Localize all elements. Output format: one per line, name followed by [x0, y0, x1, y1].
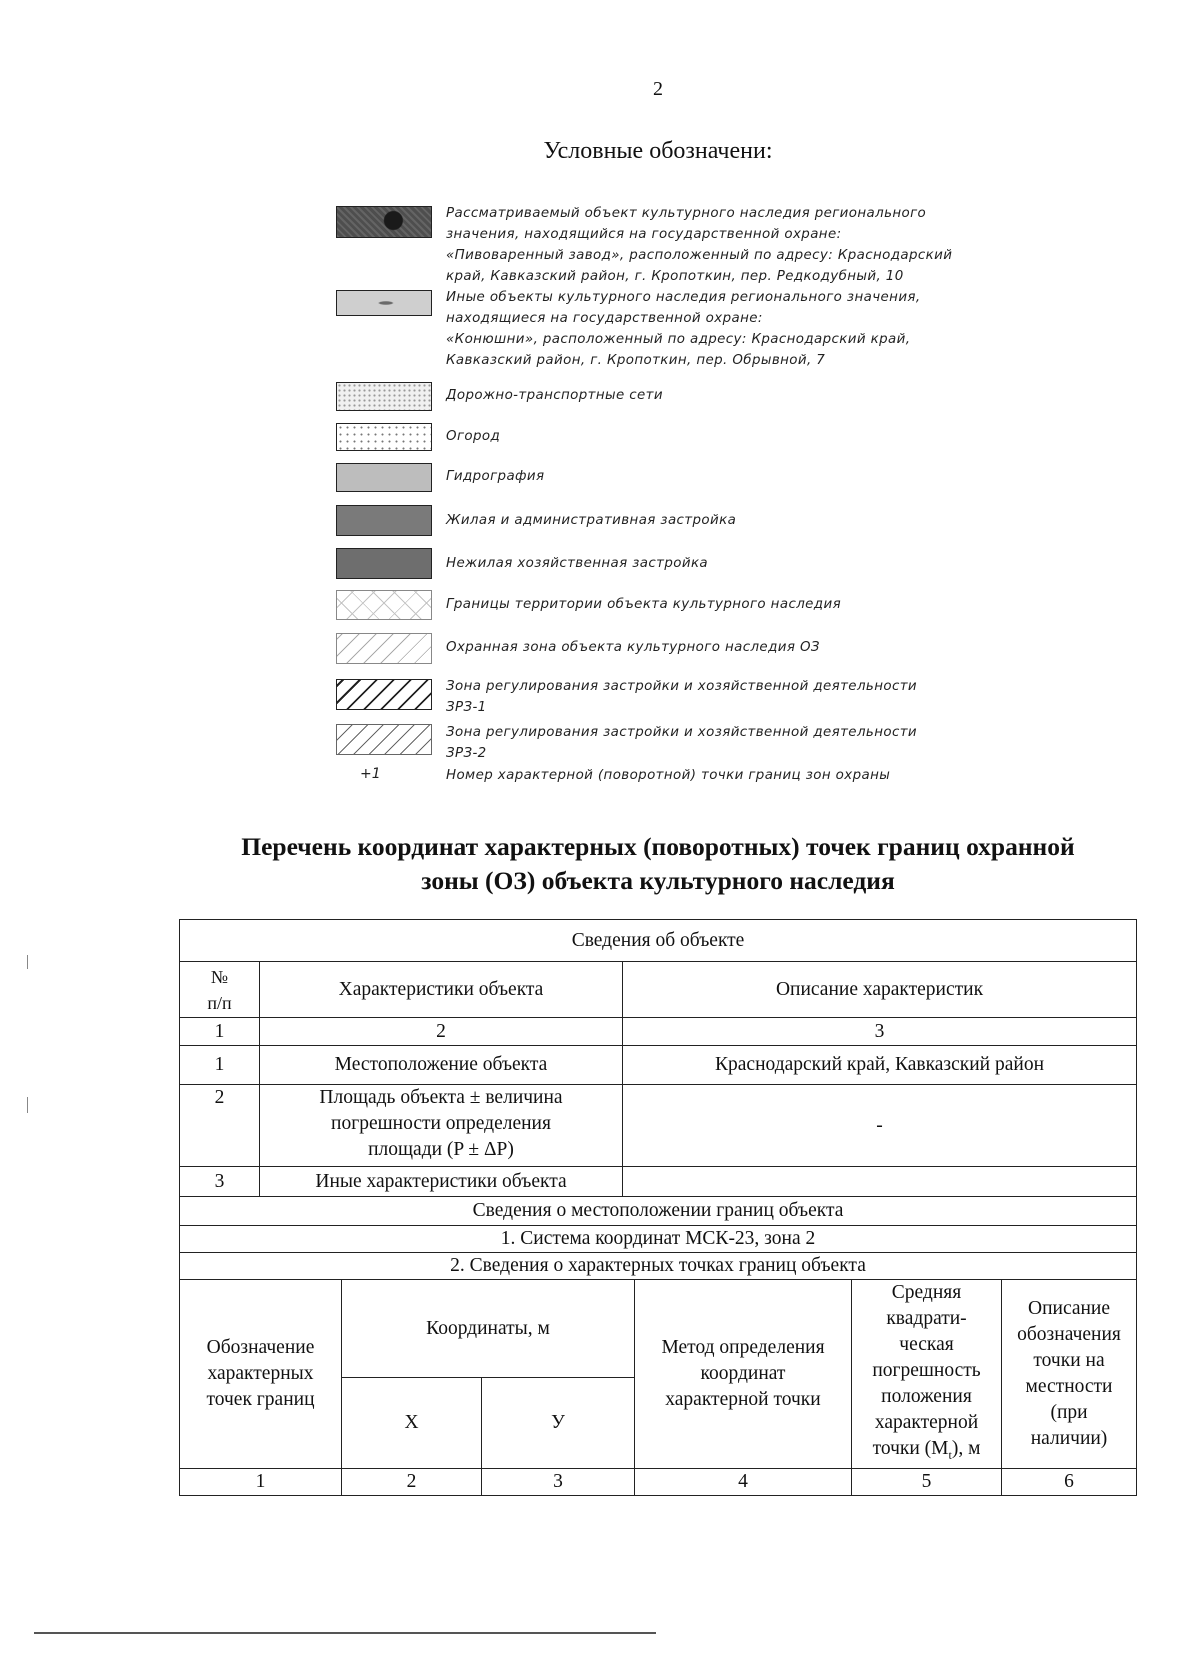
- considered-heritage-object-swatch: [336, 206, 432, 238]
- col-number-3: 3: [623, 1018, 1137, 1046]
- header-y: У: [482, 1378, 635, 1468]
- legend-title: Условные обозначени:: [543, 138, 773, 164]
- row-description: -: [623, 1085, 1137, 1167]
- legend-item-zrz1: Зона регулирования застройки и хозяйственной деятельности ЗРЗ-1: [446, 679, 918, 715]
- row-description: Краснодарский край, Кавказский район: [623, 1046, 1137, 1085]
- section-heading: [0, 830, 1200, 898]
- legend-item-garden: Огород: [446, 429, 501, 444]
- hydrography-swatch: [336, 463, 432, 492]
- legend-item-hydrography: Гидрография: [446, 469, 545, 484]
- road-networks-swatch: [336, 382, 432, 411]
- points-col-number-4: 4: [635, 1468, 852, 1495]
- row-number: 3: [180, 1167, 260, 1197]
- legend-item-point-number: Номер характерной (поворотной) точки границ зон охраны: [446, 768, 891, 783]
- non-residential-buildings-swatch: [336, 548, 432, 579]
- garden-swatch: [336, 423, 432, 451]
- residential-buildings-swatch: [336, 505, 432, 536]
- points-col-number-3: 3: [482, 1468, 635, 1495]
- section-heading-line-2: зоны (ОЗ) объекта культурного наследия: [421, 866, 895, 895]
- legend-item-protection-zone: Охранная зона объекта культурного наследия ОЗ: [446, 640, 820, 655]
- points-col-number-1: 1: [180, 1468, 342, 1495]
- header-point-designation: Обозначение характерных точек границ: [180, 1280, 342, 1469]
- protection-zone-swatch: [336, 633, 432, 664]
- legend-item-residential: Жилая и административная застройка: [446, 513, 737, 528]
- scan-mark: [27, 955, 28, 969]
- legend-item-considered-object: Рассматриваемый объект культурного наследия регионального значения, находящийся на государственной охране: «Пивоваренный завод», расположенный по адресу: Краснодарский край, Кавказский район, г. Кропоткин, пер. Редкодубный, 10: [446, 206, 953, 284]
- footer-divider: [34, 1632, 656, 1634]
- legend-item-territory-boundary: Границы территории объекта культурного наследия: [446, 597, 842, 612]
- legend-item-roads: Дорожно-транспортные сети: [446, 388, 663, 403]
- object-info-table: [179, 919, 1137, 1496]
- zrz1-zone-swatch: [336, 679, 432, 710]
- page-number: 2: [653, 78, 663, 100]
- object-info-title: Сведения об объекте: [180, 920, 1137, 962]
- header-mean-square-error: Средняя квадрати- ческая погрешность положения характерной точки $(M_t)$, м: [852, 1280, 1002, 1469]
- col-number-2: 2: [260, 1018, 623, 1046]
- row-number: 1: [180, 1046, 260, 1085]
- points-col-number-5: 5: [852, 1468, 1002, 1495]
- table-row: [180, 1085, 1137, 1167]
- legend-item-zrz2: Зона регулирования застройки и хозяйственной деятельности ЗРЗ-2: [446, 725, 918, 761]
- table-row: [180, 1046, 1137, 1085]
- col-header-description: Описание характеристик: [623, 962, 1137, 1018]
- row-description: [623, 1167, 1137, 1197]
- header-coordinates: Координаты, м: [342, 1280, 635, 1378]
- table-row: [180, 1167, 1137, 1197]
- point-marker-icon: +1: [360, 766, 381, 782]
- points-info-title: 2. Сведения о характерных точках границ объекта: [180, 1253, 1137, 1280]
- header-x: Х: [342, 1378, 482, 1468]
- col-header-characteristics: Характеристики объекта: [260, 962, 623, 1018]
- section-heading-line-1: Перечень координат характерных (поворотных) точек границ охранной: [241, 832, 1075, 861]
- zrz2-zone-swatch: [336, 724, 432, 755]
- row-characteristic: Местоположение объекта: [260, 1046, 623, 1085]
- header-method: Метод определения координат характерной точки: [635, 1280, 852, 1469]
- legend-item-other-objects: Иные объекты культурного наследия регионального значения, находящиеся на государственной охране: «Конюшни», расположенный по адресу: Краснодарский край, Кавказский район, г. Кропоткин, пер. Обрывной, 7: [446, 290, 921, 368]
- row-characteristic: Иные характеристики объекта: [260, 1167, 623, 1197]
- scan-mark: [27, 1097, 28, 1113]
- col-number-1: 1: [180, 1018, 260, 1046]
- location-info-title: Сведения о местоположении границ объекта: [180, 1197, 1137, 1226]
- header-terrain-description: Описание обозначения точки на местности (при наличии): [1002, 1280, 1137, 1469]
- points-col-number-2: 2: [342, 1468, 482, 1495]
- legend-item-non-residential: Нежилая хозяйственная застройка: [446, 556, 709, 571]
- heritage-territory-boundary-swatch: [336, 590, 432, 620]
- points-col-number-6: 6: [1002, 1468, 1137, 1495]
- row-number: 2: [180, 1085, 260, 1167]
- coordinate-system: 1. Система координат МСК-23, зона 2: [180, 1226, 1137, 1253]
- row-characteristic: Площадь объекта ± величина погрешности определения площади (P ± ΔP): [260, 1085, 623, 1167]
- col-header-number: № п/п: [180, 962, 260, 1018]
- other-heritage-objects-swatch: [336, 290, 432, 316]
